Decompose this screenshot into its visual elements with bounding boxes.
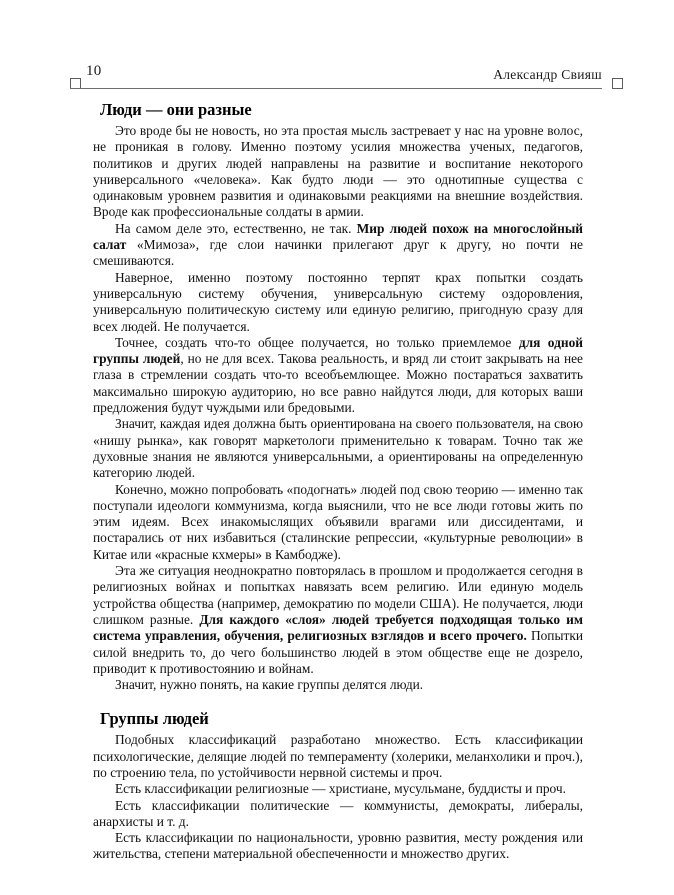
section-title-2-text: Группы людей	[100, 709, 209, 729]
paragraph: Значит, каждая идея должна быть ориентирована на своего пользователя, на свою «нишу рынка», как говорят маркетологи применительно к товарам. Точно так же духовные знания не являются универсальными, а ориентированы на определенную категорию людей.	[93, 416, 583, 481]
section-title-2	[100, 709, 583, 729]
paragraph: Конечно, можно попробовать «подогнать» людей под свою теорию — именно так поступали идеологи коммунизма, когда выяснили, что не все люди готовы жить по этим идеям. Всех инакомыслящих объявили врагами или диссидентами, и постарались от них избавиться (сталинские репрессии, «культурные революции» в Китае или «красные кхмеры» в Камбодже).	[93, 481, 583, 562]
running-head-author: Александр Свияш	[493, 67, 602, 82]
paragraph: Эта же ситуация неоднократно повторялась в прошлом и продолжается сегодня в религиозных войнах и попытках навязать всем религию. Или единую модель устройства общества (например, демократию по модели США). Не получается, люди слишком разные. Для каждого «слоя» людей требуется подходящая только им система управления, обучения, религиозных взглядов и всего прочего. Попытки силой внедрить то, до чего большинство людей в этом обществе еще не дозрело, приводит к противостоянию и войнам.	[93, 563, 584, 676]
paragraph: Есть классификации политические — коммунисты, демократы, либералы, анархисты и т. д.	[93, 797, 583, 829]
section-groups-of-people	[93, 709, 583, 729]
paragraph: Значит, нужно понять, на какие группы делятся люди.	[115, 677, 424, 693]
paragraph: На самом деле это, естественно, не так. Мир людей похож на многослойный салат «Мимоза», где слои начинки прилегают друг к другу, но почти не смешиваются.	[93, 220, 584, 269]
paragraph: Это вроде бы не новость, но эта простая мысль застревает у нас на уровне волос, не проникая в голову. Именно поэтому усилия множества ученых, педагогов, политиков и других людей направлены на развитие и воспитание некоторого универсального «человека». Как будто люди — это однотипные существа с одинаковым уровнем развития и одинаковыми реакциями на внешние воздействия. Вроде как профессиональные солдаты в армии.	[93, 123, 583, 220]
page-number: 10	[86, 63, 102, 79]
section-1-body	[93, 123, 583, 693]
section-people-are-different	[93, 100, 583, 120]
paragraph: Есть классификации по национальности, уровню развития, месту рождения или жительства, степени материальной обеспеченности и множество других.	[93, 830, 583, 862]
section-title-1	[100, 100, 583, 120]
paragraph: Наверное, именно поэтому постоянно терпят крах попытки создать универсальную систему обучения, универсальную систему оздоровления, универсальную политическую систему или единую религию, пригодную сразу для всех людей. Не получается.	[93, 269, 583, 334]
page-corner-mark-right	[612, 78, 623, 89]
paragraph: Подобных классификаций разработано множество. Есть классификации психологические, делящие людей по темпераменту (холерики, меланхолики и проч.), по строению тела, по устойчивости нервной системы и проч.	[93, 732, 583, 780]
page-content	[93, 100, 583, 863]
paragraph: Есть классификации религиозные — христиане, мусульмане, буддисты и проч.	[115, 781, 566, 797]
section-title-1-text: Люди — они разные	[100, 100, 252, 119]
section-2-body	[93, 732, 583, 862]
header-divider	[70, 88, 602, 89]
paragraph: Точнее, создать что-то общее получается, но только приемлемое для одной группы людей, но не для всех. Такова реальность, и вряд ли стоит закрывать на нее глаза в стремлении создать что-то всеобъемлющее. Можно постараться захватить максимально широкую аудиторию, но все равно найдутся люди, для которых ваши предложения будут чуждыми или бредовыми.	[93, 334, 584, 416]
